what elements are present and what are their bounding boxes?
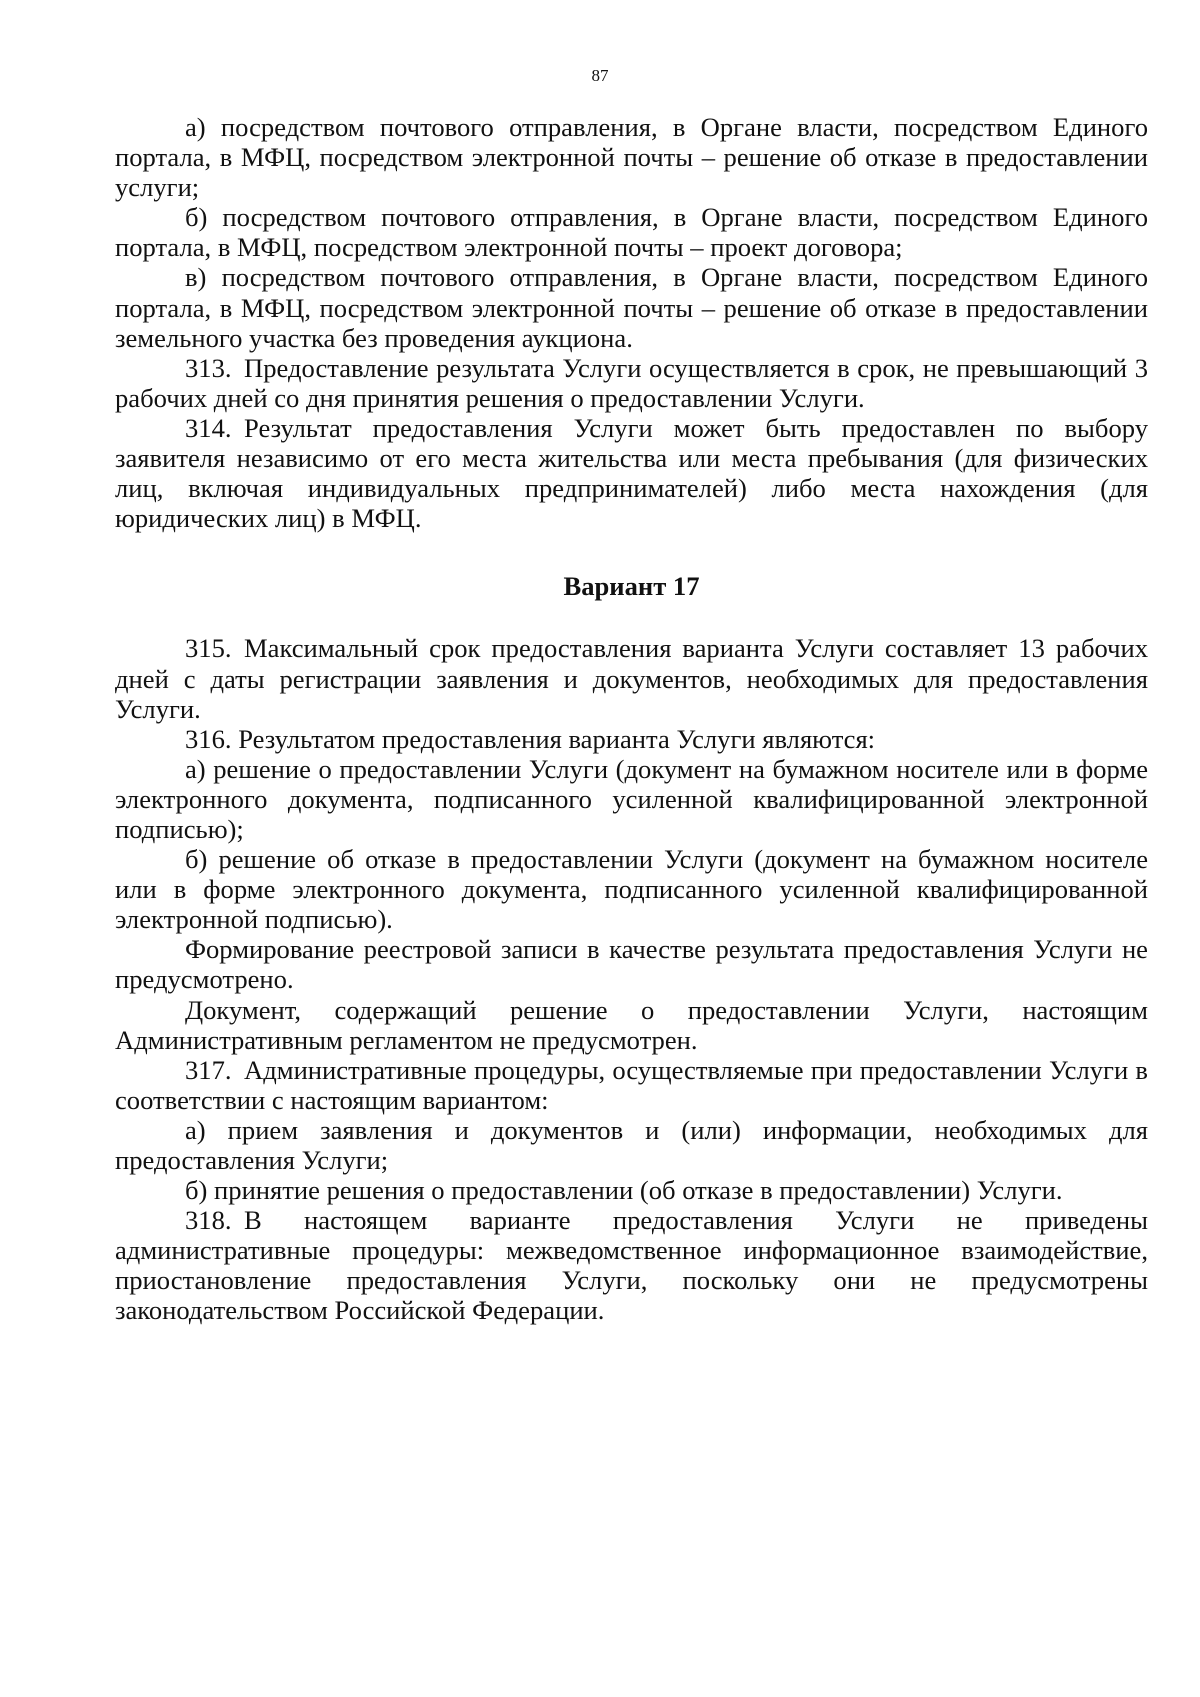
paragraph-number: 317. bbox=[185, 1054, 232, 1085]
paragraph-text: а) решение о предоставлении Услуги (документ на бумажном носителе или в форме электронного документа, подписанного усиленной квалифицированной электронной подписью); bbox=[115, 753, 1148, 844]
section-heading: Вариант 17 bbox=[563, 571, 700, 602]
paragraph bbox=[115, 202, 1148, 262]
paragraph-text: в) посредством почтового отправления, в Органе власти, посредством Единого портала, в МФЦ, посредством электронной почты – решение об отказе в предоставлении земельного участка без проведения аукциона. bbox=[115, 262, 1148, 353]
paragraph bbox=[115, 112, 1148, 202]
paragraph-text: Максимальный срок предоставления варианта Услуги составляет 13 рабочих дней с даты регистрации заявления и документов, необходимых для предоставления Услуги. bbox=[115, 633, 1148, 724]
paragraph-text: а) посредством почтового отправления, в Органе власти, посредством Единого портала, в МФЦ, посредством электронной почты – решение об отказе в предоставлении услуги; bbox=[115, 112, 1148, 203]
paragraph bbox=[115, 353, 1148, 413]
paragraph bbox=[115, 754, 1148, 844]
paragraph-text: Административные процедуры, осуществляемые при предоставлении Услуги в соответствии с настоящим вариантом: bbox=[115, 1054, 1148, 1115]
paragraph bbox=[115, 724, 1148, 754]
paragraph-text: 316. Результатом предоставления варианта Услуги являются: bbox=[185, 723, 876, 754]
paragraph-number: 314. bbox=[185, 412, 232, 443]
paragraph bbox=[115, 633, 1148, 723]
paragraph bbox=[115, 413, 1148, 533]
paragraph-text: б) принятие решения о предоставлении (об отказе в предоставлении) Услуги. bbox=[185, 1175, 1063, 1206]
paragraph-number: 318. bbox=[185, 1205, 232, 1236]
paragraph bbox=[115, 844, 1148, 934]
document-body bbox=[115, 112, 1148, 1326]
paragraph bbox=[115, 934, 1148, 994]
page-number: 87 bbox=[591, 66, 609, 85]
paragraph bbox=[115, 262, 1148, 352]
paragraph-text: Документ, содержащий решение о предоставлении Услуги, настоящим Административным регламентом не предусмотрен. bbox=[115, 994, 1148, 1055]
paragraph bbox=[115, 1055, 1148, 1115]
paragraphs-after-heading bbox=[115, 633, 1148, 1325]
paragraph-text: а) прием заявления и документов и (или) информации, необходимых для предоставления Услуги; bbox=[115, 1114, 1148, 1175]
paragraph-text: В настоящем варианте предоставления Услуги не приведены административные процедуры: межведомственное информационное взаимодействие, приостановление предоставления Услуги, поскольку они не предусмотрены законодательством Российской Федерации. bbox=[115, 1205, 1148, 1326]
paragraph-number: 313. bbox=[185, 352, 232, 383]
paragraph-text: Формирование реестровой записи в качестве результата предоставления Услуги не предусмотрено. bbox=[115, 934, 1148, 995]
paragraph-text: Предоставление результата Услуги осуществляется в срок, не превышающий 3 рабочих дней со дня принятия решения о предоставлении Услуги. bbox=[115, 352, 1148, 413]
paragraphs-before-heading bbox=[115, 112, 1148, 533]
paragraph bbox=[115, 995, 1148, 1055]
paragraph-text: Результат предоставления Услуги может быть предоставлен по выбору заявителя независимо от его места жительства или места пребывания (для физических лиц, включая индивидуальных предпринимателей) либо места нахождения (для юридических лиц) в МФЦ. bbox=[115, 412, 1148, 534]
paragraph bbox=[115, 1175, 1148, 1205]
paragraph-text: б) посредством почтового отправления, в Органе власти, посредством Единого портала, в МФЦ, посредством электронной почты – проект договора; bbox=[115, 202, 1148, 263]
paragraph-text: б) решение об отказе в предоставлении Услуги (документ на бумажном носителе или в форме электронного документа, подписанного усиленной квалифицированной электронной подписью). bbox=[115, 844, 1148, 935]
paragraph-number: 315. bbox=[185, 633, 232, 664]
paragraph bbox=[115, 1115, 1148, 1175]
paragraph bbox=[115, 1205, 1148, 1325]
